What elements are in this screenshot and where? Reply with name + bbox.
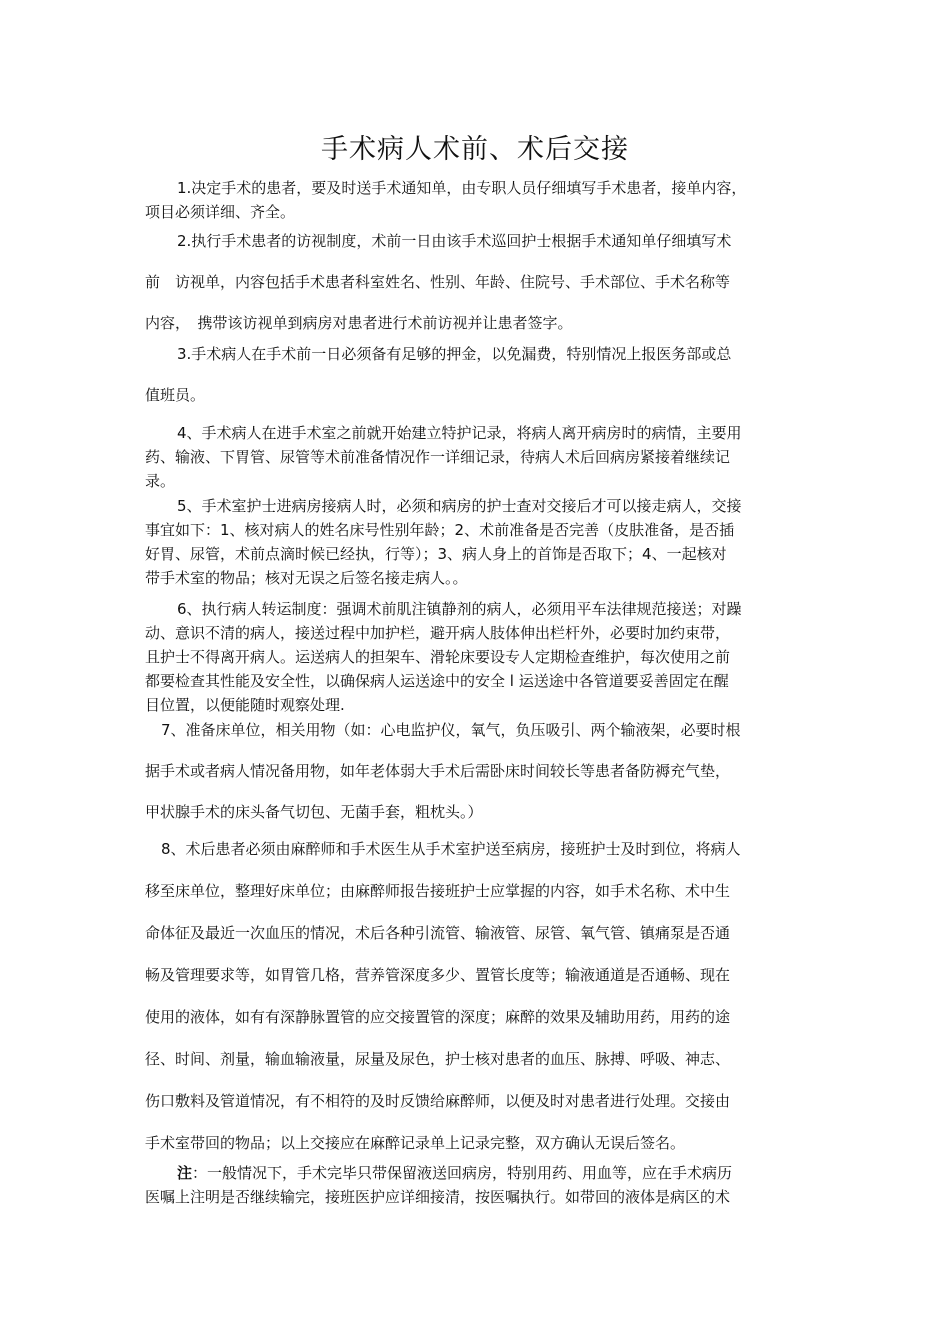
- paragraph-line: 目位置，以便能随时观察处理.: [145, 696, 345, 714]
- paragraph-line: 内容， 携带该访视单到病房对患者进行术前访视并让患者签字。: [145, 314, 573, 332]
- paragraph-line: 3.手术病人在手术前一日必须备有足够的押金，以免漏费，特别情况上报医务部或总: [177, 345, 732, 363]
- paragraph-line: 前 访视单，内容包括手术患者科室姓名、性别、年龄、住院号、手术部位、手术名称等: [145, 273, 731, 291]
- paragraph-line: 1.决定手术的患者，要及时送手术通知单，由专职人员仔细填写手术患者，接单内容，: [177, 179, 747, 197]
- paragraph-5: [145, 494, 815, 590]
- paragraph-line: 据手术或者病人情况备用物，如年老体弱大手术后需卧床时间较长等患者备防褥充气垫，: [145, 762, 731, 780]
- paragraph-line: 使用的液体，如有有深静脉置管的应交接置管的深度；麻醉的效果及辅助用药，用药的途: [145, 1008, 731, 1026]
- paragraph-line: 5、手术室护士进病房接病人时，必须和病房的护士查对交接后才可以接走病人，交接: [177, 497, 742, 515]
- paragraph-line: 都要检查其性能及安全性，以确保病人运送途中的安全 l 运送途中各管道要妥善固定在醒: [145, 672, 729, 690]
- note-text: ：一般情况下，手术完毕只带保留液送回病房，特别用药、用血等，应在手术病历: [192, 1164, 733, 1182]
- paragraph-line: 6、执行病人转运制度：强调术前肌注镇静剂的病人，必须用平车法律规范接送；对躁: [177, 600, 742, 618]
- note-paragraph: [145, 1161, 815, 1209]
- note-label: 注: [177, 1164, 193, 1182]
- paragraph-line: 命体征及最近一次血压的情况，术后各种引流管、输液管、尿管、氧气管、镇痛泵是否通: [145, 924, 731, 942]
- paragraph-7: [145, 710, 815, 833]
- paragraph-line: 畅及管理要求等，如胃管几格，营养管深度多少、置管长度等；输液通道是否通畅、现在: [145, 966, 731, 984]
- paragraph-line: 7、准备床单位，相关用物（如：心电监护仪，氧气，负压吸引、两个输液架，必要时根: [161, 721, 741, 739]
- paragraph-line: 移至床单位，整理好床单位；由麻醉师报告接班护士应掌握的内容，如手术名称、术中生: [145, 882, 731, 900]
- paragraph-line: [145, 1161, 815, 1185]
- paragraph-line: 8、术后患者必须由麻醉师和手术医生从手术室护送至病房，接班护士及时到位，将病人: [161, 840, 741, 858]
- paragraph-line: 伤口敷料及管道情况，有不相符的及时反馈给麻醉师，以便及时对患者进行处理。交接由: [145, 1092, 731, 1110]
- paragraph-line: 项目必须详细、齐全。: [145, 203, 296, 221]
- paragraph-2: [145, 221, 815, 344]
- paragraph-line: 径、时间、剂量，输血输液量，尿量及尿色，护士核对患者的血压、脉搏、呼吸、神志、: [145, 1050, 731, 1068]
- paragraph-line: 好胃、尿管，术前点滴时候已经执，行等）；3、病人身上的首饰是否取下；4、一起核对: [145, 545, 727, 563]
- paragraph-6: [145, 597, 815, 717]
- document-title: 手术病人术前、术后交接: [321, 134, 629, 165]
- paragraph-line: 录。: [145, 472, 176, 490]
- paragraph-line: 带手术室的物品；核对无误之后签名接走病人。。: [145, 569, 468, 587]
- paragraph-line: 4、手术病人在进手术室之前就开始建立特护记录，将病人离开病房时的病情，主要用: [177, 424, 742, 442]
- paragraph-3: [145, 334, 815, 416]
- paragraph-line: 事宜如下：1、核对病人的姓名床号性别年龄；2、术前准备是否完善（皮肤准备，是否插: [145, 521, 735, 539]
- paragraph-line: 甲状腺手术的床头备气切包、无菌手套，粗枕头。）: [145, 803, 483, 821]
- paragraph-line: 手术室带回的物品；以上交接应在麻醉记录单上记录完整，双方确认无误后签名。: [145, 1134, 686, 1152]
- paragraph-line: 2.执行手术患者的访视制度，术前一日由该手术巡回护士根据手术通知单仔细填写术: [177, 232, 732, 250]
- paragraph-line: 医嘱上注明是否继续输完，接班医护应详细接清，按医嘱执行。如带回的液体是病区的术: [145, 1188, 731, 1206]
- paragraph-line: 且护士不得离开病人。运送病人的担架车、滑轮床要设专人定期检查维护，每次使用之前: [145, 648, 731, 666]
- paragraph-1: [145, 176, 815, 224]
- paragraph-4: [145, 421, 815, 493]
- paragraph-8: [145, 828, 815, 1164]
- paragraph-line: 药、输液、下胃管、尿管等术前准备情况作一详细记录，待病人术后回病房紧接着继续记: [145, 448, 731, 466]
- paragraph-line: 动、意识不清的病人，接送过程中加护栏，避开病人肢体伸出栏杆外，必要时加约束带，: [145, 624, 731, 642]
- paragraph-line: 值班员。: [145, 386, 206, 404]
